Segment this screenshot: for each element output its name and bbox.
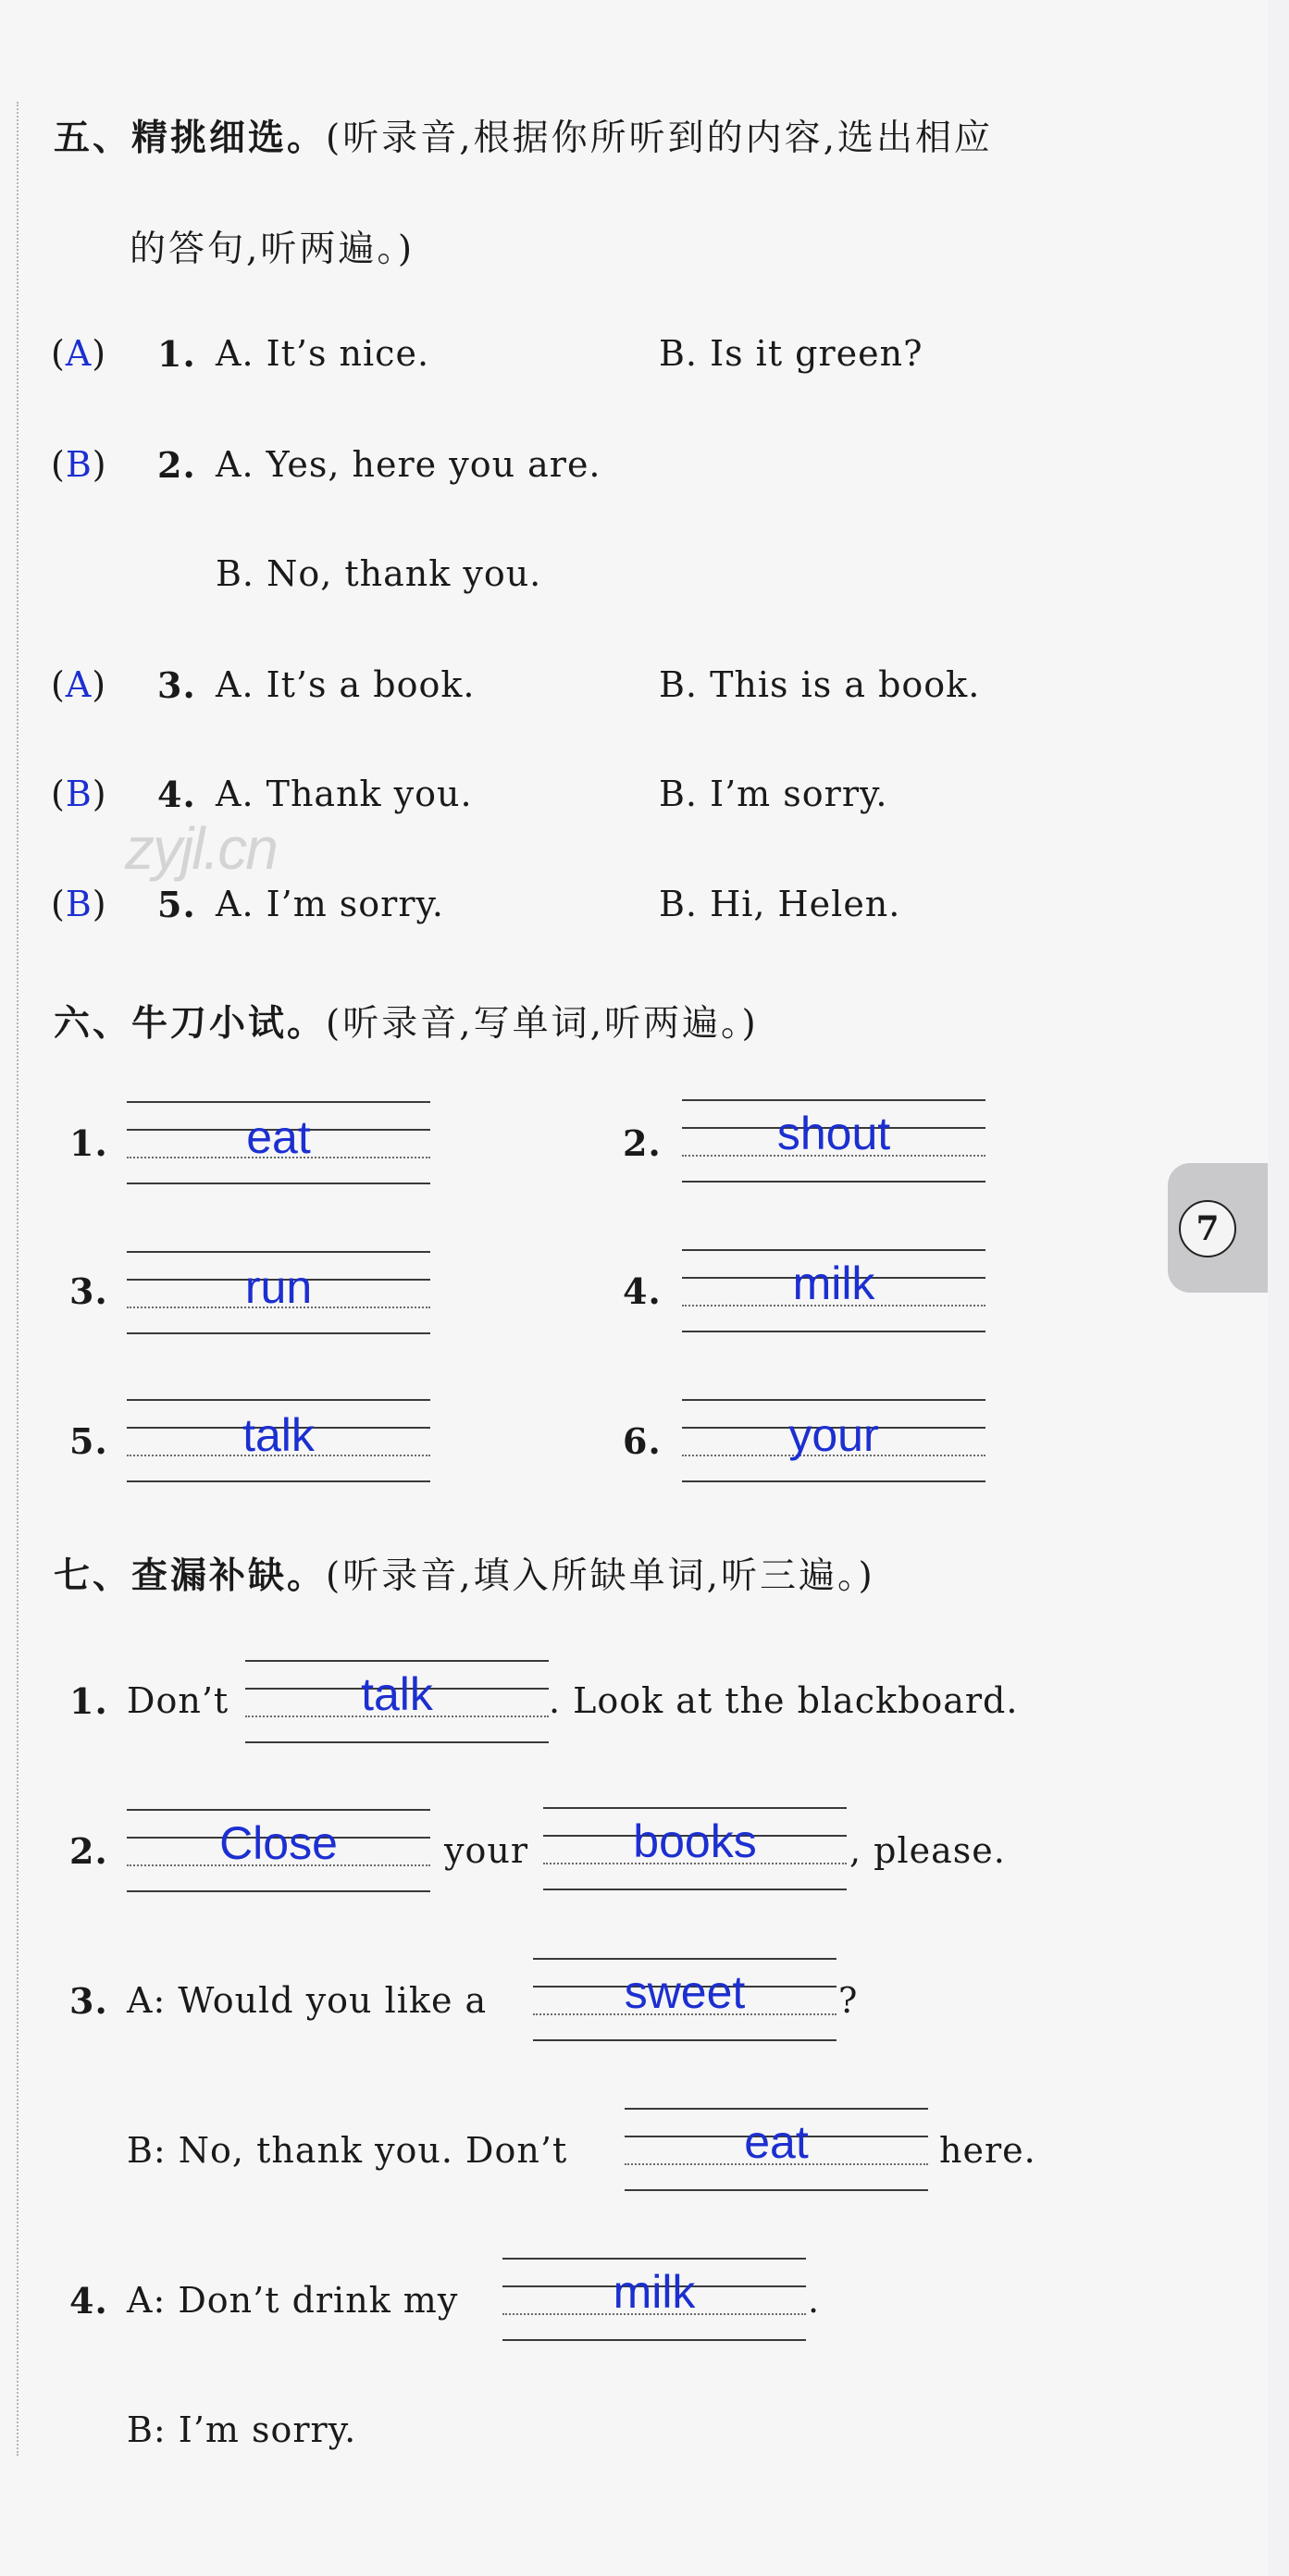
- blank-field[interactable]: [502, 2258, 806, 2341]
- handwritten-answer: talk: [361, 1668, 433, 1720]
- section5-title: 五、精挑细选。: [54, 118, 327, 159]
- option-b: B. I’m sorry.: [659, 774, 888, 814]
- handwritten-answer: Close: [219, 1817, 338, 1869]
- blank-field[interactable]: [533, 1958, 837, 2041]
- handwritten-answer: milk: [792, 1257, 875, 1309]
- question-row: (B): [51, 774, 107, 814]
- option-a: A. Yes, here you are.: [216, 444, 601, 485]
- writing-lines[interactable]: [682, 1099, 985, 1183]
- question-number: 5.: [157, 884, 196, 925]
- answer-choice: B: [65, 444, 93, 485]
- page-number: 7: [1179, 1200, 1236, 1257]
- question-row: (A): [51, 664, 107, 705]
- question-number: 6.: [623, 1420, 662, 1462]
- answer-choice: B: [65, 774, 93, 814]
- section6-instructions: (听录音,写单词,听两遍。): [326, 1003, 759, 1045]
- writing-lines[interactable]: [682, 1399, 985, 1482]
- writing-lines[interactable]: [127, 1101, 430, 1184]
- blank-field[interactable]: [625, 2108, 928, 2191]
- option-a: A. Thank you.: [216, 774, 473, 814]
- question-number: 3.: [69, 1980, 108, 2022]
- question-number: 2.: [157, 444, 196, 486]
- section6-title: 六、牛刀小试。: [54, 1003, 327, 1045]
- handwritten-answer: eat: [744, 2116, 809, 2168]
- handwritten-answer: run: [244, 1261, 313, 1313]
- question-number: 2.: [69, 1830, 108, 1872]
- option-b: B. This is a book.: [659, 664, 981, 705]
- answer-choice: A: [65, 333, 93, 374]
- sentence-text: A: Would you like a: [127, 1980, 488, 2021]
- sentence-text: here.: [939, 2130, 1036, 2171]
- writing-lines[interactable]: [127, 1251, 430, 1334]
- sentence-text: B: No, thank you. Don’t: [127, 2130, 568, 2171]
- sentence-text: your: [444, 1830, 528, 1871]
- question-row: (B): [51, 444, 107, 485]
- option-a: A. I’m sorry.: [216, 884, 445, 924]
- sentence-text: . Look at the blackboard.: [549, 1680, 1019, 1721]
- page-number-tab: [1168, 1163, 1268, 1293]
- option-b: B. Hi, Helen.: [659, 884, 901, 924]
- sentence-text: A: Don’t drink my: [127, 2280, 459, 2321]
- question-number: 1.: [69, 1680, 108, 1722]
- option-b: B. Is it green?: [659, 333, 923, 374]
- question-number: 4.: [157, 774, 196, 815]
- blank-field[interactable]: [543, 1807, 847, 1890]
- question-number: 3.: [69, 1270, 108, 1312]
- section7-title: 七、查漏补缺。: [54, 1555, 327, 1597]
- question-number: 1.: [69, 1122, 108, 1164]
- sentence-text: B: I’m sorry.: [127, 2409, 357, 2450]
- writing-lines[interactable]: [682, 1249, 985, 1332]
- section5-heading: [54, 109, 993, 161]
- writing-lines[interactable]: [127, 1399, 430, 1482]
- sentence-text: , please.: [849, 1830, 1006, 1871]
- option-a: A. It’s a book.: [216, 664, 476, 705]
- option-a: A. It’s nice.: [216, 333, 430, 374]
- handwritten-answer: shout: [776, 1108, 891, 1159]
- handwritten-answer: eat: [246, 1111, 311, 1163]
- answer-choice: B: [65, 884, 93, 924]
- blank-field[interactable]: [245, 1660, 549, 1743]
- option-b: B. No, thank you.: [216, 553, 542, 594]
- sentence-text: Don’t: [127, 1680, 229, 1721]
- section7-instructions: (听录音,填入所缺单词,听三遍。): [326, 1555, 875, 1597]
- section5-instructions: (听录音,根据你所听到的内容,选出相应: [326, 118, 994, 159]
- handwritten-answer: your: [788, 1409, 879, 1461]
- answer-choice: A: [65, 664, 93, 705]
- handwritten-answer: sweet: [624, 1966, 746, 2018]
- question-number: 4.: [69, 2280, 108, 2322]
- question-row: (A): [51, 333, 107, 374]
- section7-heading: [54, 1547, 875, 1599]
- question-number: 3.: [157, 664, 196, 706]
- question-row: (B): [51, 884, 107, 924]
- handwritten-answer: talk: [242, 1409, 315, 1461]
- question-number: 2.: [623, 1122, 662, 1164]
- question-number: 1.: [157, 333, 196, 375]
- question-number: 4.: [623, 1270, 662, 1312]
- binding-margin-line: [17, 102, 19, 2456]
- sentence-text: ?: [838, 1980, 859, 2021]
- handwritten-answer: books: [633, 1815, 757, 1867]
- blank-field[interactable]: [127, 1809, 430, 1892]
- sentence-text: .: [808, 2280, 821, 2321]
- section6-heading: [54, 995, 759, 1046]
- section5-instructions-cont: 的答句,听两遍。): [130, 229, 415, 270]
- handwritten-answer: milk: [613, 2266, 696, 2318]
- watermark: zyjl.cn: [125, 815, 277, 882]
- question-number: 5.: [69, 1420, 108, 1462]
